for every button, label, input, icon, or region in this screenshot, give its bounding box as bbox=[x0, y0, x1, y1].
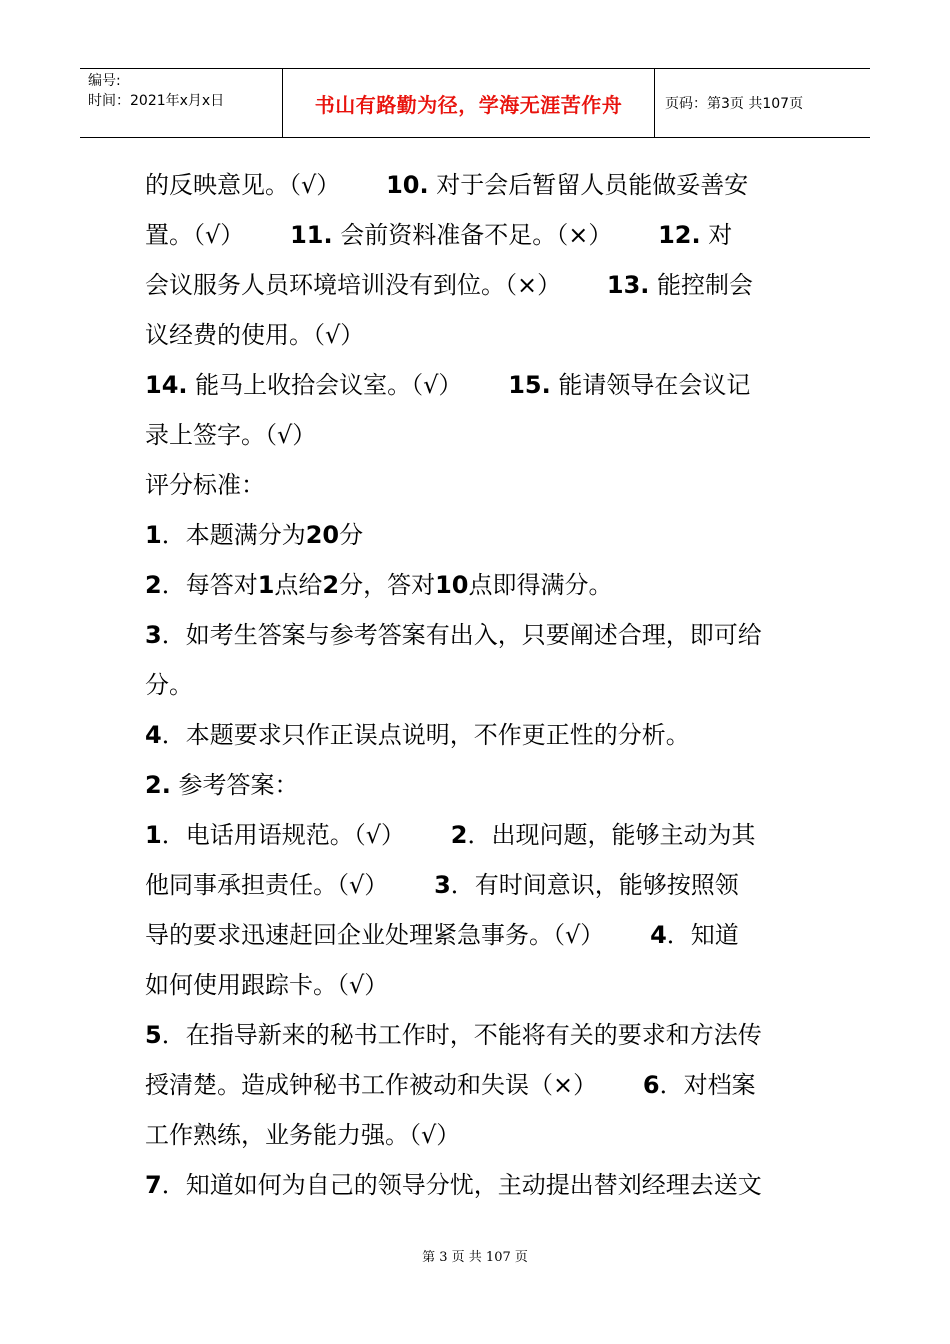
text-segment: 评分标准： bbox=[145, 471, 265, 499]
item-number: 3 bbox=[145, 621, 162, 649]
document-body bbox=[145, 160, 810, 1210]
text-segment: 参考答案： bbox=[170, 771, 299, 799]
body-line bbox=[145, 760, 810, 810]
header-meta bbox=[80, 69, 282, 137]
page-footer: 第 3 页 共 107 页 bbox=[422, 1250, 528, 1265]
body-line bbox=[145, 810, 810, 860]
text-segment: 会议服务人员环境培训没有到位。（×） bbox=[145, 271, 607, 299]
text-segment: 能控制会 bbox=[649, 271, 754, 299]
body-line bbox=[145, 260, 810, 310]
body-line bbox=[145, 310, 810, 360]
body-line bbox=[145, 1160, 810, 1210]
document-time: 时间：2021年x月x日 bbox=[88, 93, 225, 109]
item-number: 15. bbox=[508, 371, 551, 399]
item-number: 1 bbox=[145, 821, 162, 849]
text-segment: ．如考生答案与参考答案有出入，只要阐述合理，即可给 bbox=[161, 621, 762, 649]
body-line bbox=[145, 910, 810, 960]
item-number: 5 bbox=[145, 1021, 162, 1049]
text-segment: 对于会后暂留人员能做妥善安 bbox=[428, 171, 749, 199]
body-line bbox=[145, 660, 810, 710]
text-segment: 议经费的使用。（√） bbox=[145, 321, 365, 349]
text-segment: 能马上收拾会议室。（√） bbox=[187, 371, 509, 399]
text-segment: ．在指导新来的秘书工作时，不能将有关的要求和方法传 bbox=[161, 1021, 762, 1049]
item-number: 6 bbox=[642, 1071, 660, 1099]
body-line bbox=[145, 610, 810, 660]
text-segment: 分。 bbox=[145, 671, 193, 699]
text-segment: 录上签字。（√） bbox=[145, 421, 317, 449]
body-line bbox=[145, 360, 810, 410]
item-number: 10 bbox=[435, 571, 469, 599]
text-segment: ．每答对 bbox=[161, 571, 258, 599]
text-segment: ．知道如何为自己的领导分忧，主动提出替刘经理去送文 bbox=[161, 1171, 762, 1199]
text-segment: 分，答对 bbox=[339, 571, 436, 599]
item-number: 12. bbox=[658, 221, 701, 249]
body-line bbox=[145, 960, 810, 1010]
text-segment: 点即得满分。 bbox=[468, 571, 613, 599]
item-number: 11. bbox=[290, 221, 333, 249]
header-page-info: 页码：第3页 共107页 bbox=[665, 96, 804, 112]
text-segment: 能请领导在会议记 bbox=[550, 371, 751, 399]
text-segment: 点给 bbox=[274, 571, 323, 599]
item-number: 1 bbox=[145, 521, 162, 549]
document-code-label: 编号: bbox=[88, 73, 121, 89]
item-number: 7 bbox=[145, 1171, 162, 1199]
text-segment: 的反映意见。（√） bbox=[145, 171, 387, 199]
text-segment: ．对档案 bbox=[659, 1071, 756, 1099]
text-segment: ．出现问题，能够主动为其 bbox=[467, 821, 756, 849]
text-segment: 对 bbox=[700, 221, 733, 249]
body-line bbox=[145, 710, 810, 760]
text-segment: 授清楚。造成钟秘书工作被动和失误（×） bbox=[145, 1071, 643, 1099]
text-segment: 如何使用跟踪卡。（√） bbox=[145, 971, 389, 999]
text-segment: 导的要求迅速赶回企业处理紧急事务。（√） bbox=[145, 921, 651, 949]
body-line bbox=[145, 1060, 810, 1110]
item-number: 2 bbox=[322, 571, 340, 599]
text-segment: ．电话用语规范。（√） bbox=[161, 821, 451, 849]
item-number: 4 bbox=[650, 921, 667, 949]
text-segment: ．有时间意识，能够按照领 bbox=[450, 871, 739, 899]
page-header bbox=[80, 68, 870, 138]
item-number: 2. bbox=[145, 771, 171, 799]
body-line bbox=[145, 1010, 810, 1060]
text-segment: 置。（√） bbox=[145, 221, 291, 249]
body-line bbox=[145, 1110, 810, 1160]
header-motto: 书山有路勤为径，学海无涯苦作舟 bbox=[282, 69, 655, 137]
text-segment: 工作熟练，业务能力强。（√） bbox=[145, 1121, 461, 1149]
item-number: 3 bbox=[434, 871, 451, 899]
body-line bbox=[145, 210, 810, 260]
item-number: 2 bbox=[145, 571, 162, 599]
text-segment: 会前资料准备不足。（×） bbox=[332, 221, 659, 249]
item-number: 2 bbox=[450, 821, 468, 849]
text-segment: ．知道 bbox=[666, 921, 739, 949]
text-segment: ．本题满分为 bbox=[161, 521, 306, 549]
body-line bbox=[145, 410, 810, 460]
body-line bbox=[145, 160, 810, 210]
text-segment: ．本题要求只作正误点说明，不作更正性的分析。 bbox=[161, 721, 690, 749]
item-number: 20 bbox=[305, 521, 340, 549]
item-number: 13. bbox=[606, 271, 650, 299]
item-number: 14. bbox=[145, 371, 188, 399]
item-number: 4 bbox=[145, 721, 162, 749]
text-segment: 他同事承担责任。（√） bbox=[145, 871, 435, 899]
body-line bbox=[145, 560, 810, 610]
body-line bbox=[145, 510, 810, 560]
body-line bbox=[145, 860, 810, 910]
body-line bbox=[145, 460, 810, 510]
text-segment: 分 bbox=[339, 521, 364, 549]
item-number: 10. bbox=[386, 171, 429, 199]
item-number: 1 bbox=[257, 571, 275, 599]
